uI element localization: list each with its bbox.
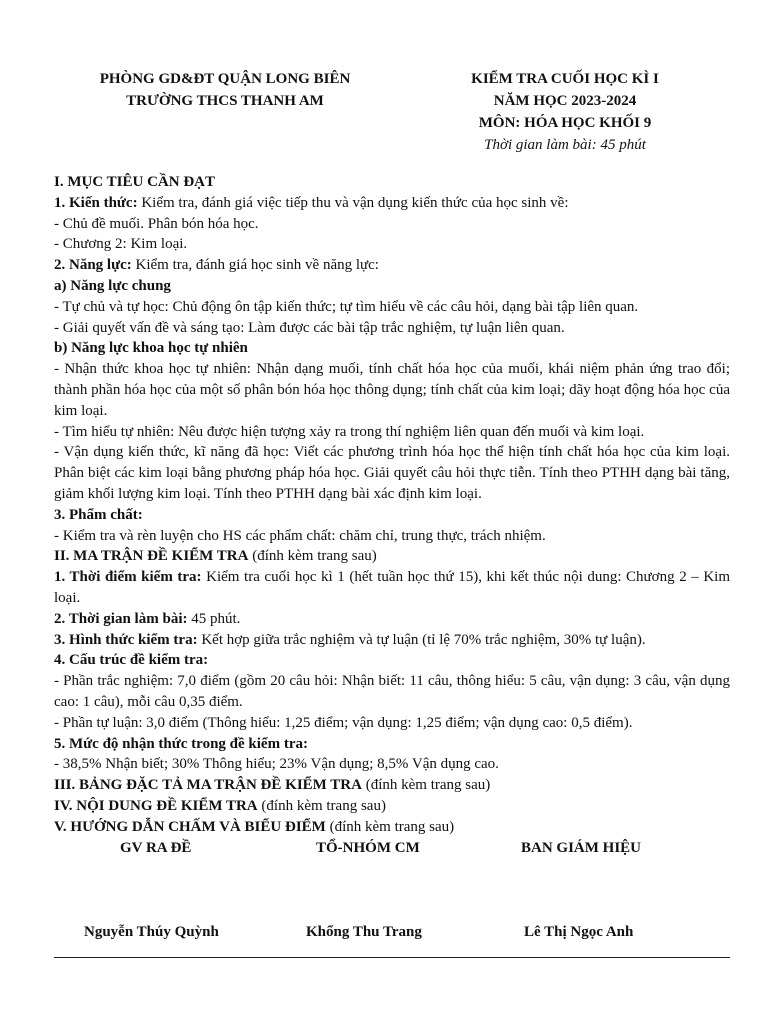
structure-item: - Phần tự luận: 3,0 điểm (Thông hiểu: 1,25 điểm; vận dụng: 1,25 điểm; vận dụng cao: 0,5 điểm). xyxy=(54,714,633,731)
quality-label: 3. Phẩm chất: xyxy=(54,506,143,523)
exam-time-text: Kiểm tra cuối học kì 1 (hết tuần học thứ 15), khi kết thúc nội dung: Chương 2 – Kim loại. xyxy=(54,569,730,606)
quality-item: - Kiểm tra và rèn luyện cho HS các phẩm chất: chăm chỉ, trung thực, trách nhiệm. xyxy=(54,527,546,544)
science-competency-title: b) Năng lực khoa học tự nhiên xyxy=(54,340,248,357)
department-head-name: Khổng Thu Trang xyxy=(306,924,422,940)
document-body xyxy=(54,172,730,838)
knowledge-text: Kiểm tra, đánh giá việc tiếp thu và vận dụng kiến thức của học sinh về: xyxy=(137,194,569,211)
competency-item: - Tự chủ và tự học: Chủ động ôn tập kiến thức; tự tìm hiểu về các câu hỏi, dạng bài tập liên quan. xyxy=(54,298,639,315)
section-3-title: III. BẢNG ĐẶC TẢ MA TRẬN ĐỀ KIỂM TRA xyxy=(54,777,362,794)
cognitive-level-item: - 38,5% Nhận biết; 30% Thông hiểu; 23% Vận dụng; 8,5% Vận dụng cao. xyxy=(54,756,499,773)
school-name: TRƯỜNG THCS THANH AM xyxy=(126,93,324,109)
competency-item: - Tìm hiểu tự nhiên: Nêu được hiện tượng xảy ra trong thí nghiệm liên quan đến muối và kim loại. xyxy=(54,423,645,440)
competency-item: - Vận dụng kiến thức, kĩ năng đã học: Viết các phương trình hóa học thể hiện tính chất hóa học của kim loại. Phân biệt các kim loại bằng phương pháp hóa học. Giải quyết câu hỏi thực tiễn. Tính theo PTHH dạng bài tăng, giảm khối lượng kim loại. Tính theo PTHH dạng bài xác định kim loại. xyxy=(54,444,730,502)
exam-title: KIỂM TRA CUỐI HỌC KÌ I xyxy=(471,71,659,87)
department-name: PHÒNG GD&ĐT QUẬN LONG BIÊN xyxy=(99,71,351,87)
cognitive-level-label: 5. Mức độ nhận thức trong đề kiểm tra: xyxy=(54,735,308,752)
principal-name: Lê Thị Ngọc Anh xyxy=(524,924,634,940)
section-3-note: (đính kèm trang sau) xyxy=(361,777,491,794)
knowledge-item: - Chủ đề muối. Phân bón hóa học. xyxy=(54,215,259,232)
section-4-note: (đính kèm trang sau) xyxy=(257,797,386,814)
board-role: BAN GIÁM HIỆU xyxy=(521,840,642,856)
footer-divider xyxy=(54,957,730,958)
section-4-title: IV. NỘI DUNG ĐỀ KIỂM TRA xyxy=(54,797,258,814)
section-1-title: I. MỤC TIÊU CẦN ĐẠT xyxy=(54,174,215,190)
header-left xyxy=(60,68,390,112)
competency-item: - Nhận thức khoa học tự nhiên: Nhận dạng muối, tính chất hóa học của muối, khái niệm phản ứng trao đổi; thành phần hóa học của một số phân bón hóa học thông dụng; tính chất của kim loại; dãy hoạt động hóa học của kim loại. xyxy=(54,361,730,419)
format-text: Kết hợp giữa trắc nghiệm và tự luận (tỉ lệ 70% trắc nghiệm, 30% tự luận). xyxy=(197,631,646,648)
department-role: TỔ-NHÓM CM xyxy=(316,840,420,856)
exam-time-label: 1. Thời điểm kiểm tra: xyxy=(54,569,202,586)
duration-label: 2. Thời gian làm bài: xyxy=(54,610,188,627)
structure-item: - Phần trắc nghiệm: 7,0 điểm (gồm 20 câu hỏi: Nhận biết: 11 câu, thông hiểu: 5 câu, vận dụng: 3 câu, vận dụng cao: 1 câu), mỗi câu 0,35 điểm. xyxy=(54,673,730,710)
section-2-title: II. MA TRẬN ĐỀ KIỂM TRA xyxy=(54,548,249,565)
competency-label: 2. Năng lực: xyxy=(54,257,132,274)
knowledge-label: 1. Kiến thức: xyxy=(54,194,138,211)
format-label: 3. Hình thức kiểm tra: xyxy=(54,631,198,648)
header-right xyxy=(405,68,725,156)
section-5-note: (đính kèm trang sau) xyxy=(325,818,455,835)
structure-label: 4. Cấu trúc đề kiểm tra: xyxy=(54,652,209,669)
general-competency-title: a) Năng lực chung xyxy=(54,277,171,294)
school-year: NĂM HỌC 2023-2024 xyxy=(493,93,637,109)
exam-duration: Thời gian làm bài: 45 phút xyxy=(484,137,646,153)
section-5-title: V. HƯỚNG DẪN CHẤM VÀ BIỂU ĐIỂM xyxy=(54,818,326,835)
competency-text: Kiểm tra, đánh giá học sinh về năng lực: xyxy=(131,257,379,274)
duration-text: 45 phút. xyxy=(187,610,241,627)
subject: MÔN: HÓA HỌC KHỐI 9 xyxy=(478,115,652,131)
teacher-role: GV RA ĐỀ xyxy=(120,840,192,856)
section-2-note: (đính kèm trang sau) xyxy=(248,548,377,565)
competency-item: - Giải quyết vấn đề và sáng tạo: Làm được các bài tập trắc nghiệm, tự luận liên quan. xyxy=(54,319,565,336)
teacher-name: Nguyễn Thúy Quỳnh xyxy=(84,924,219,940)
knowledge-item: - Chương 2: Kim loại. xyxy=(54,236,188,253)
